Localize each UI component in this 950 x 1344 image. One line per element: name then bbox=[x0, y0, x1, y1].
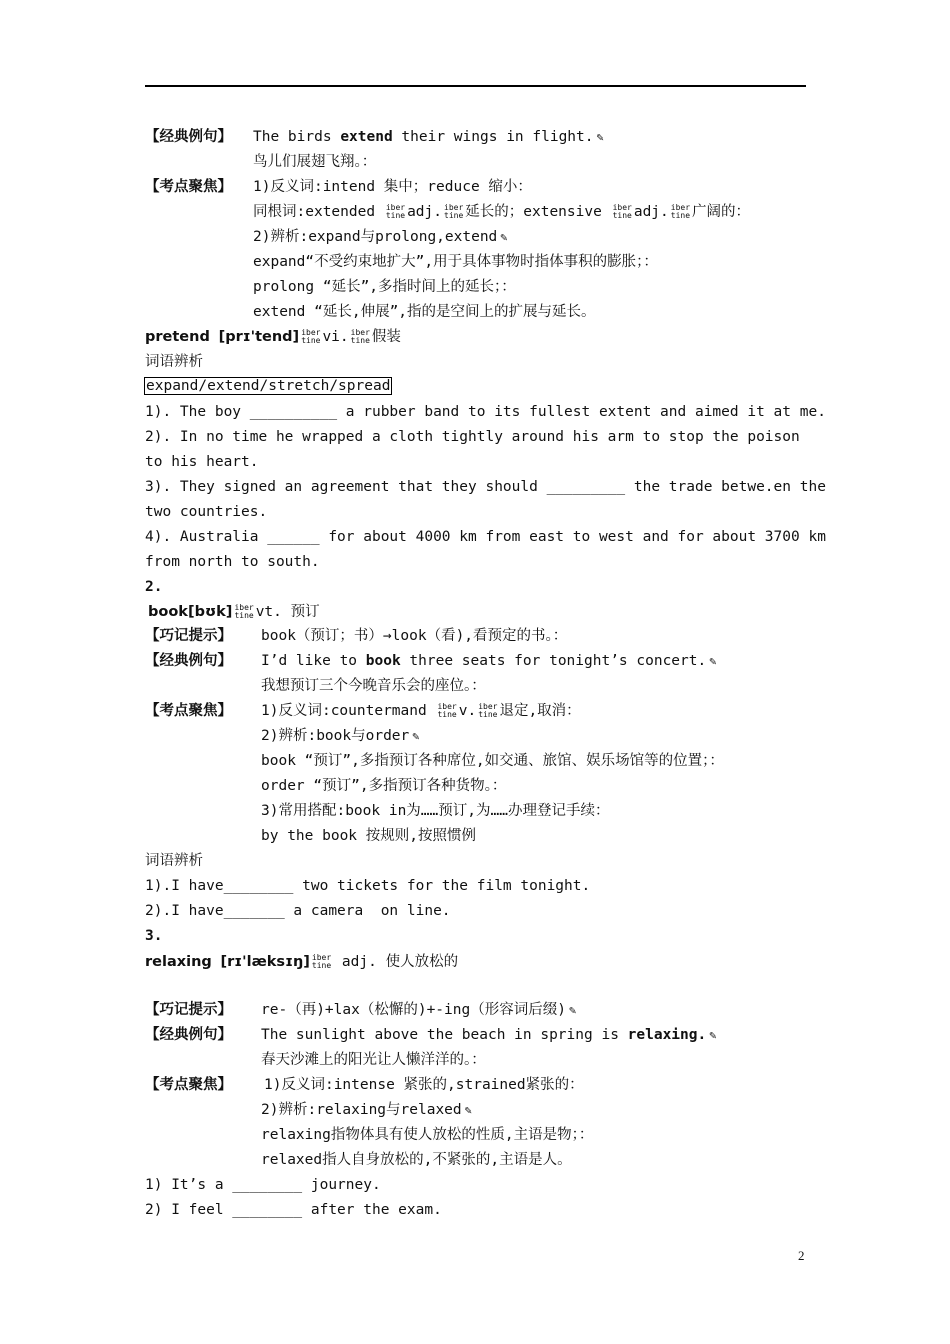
headword-pretend: pretend [prɪ'tend] iber tine vi. iber tine 假装 bbox=[145, 328, 401, 345]
exercise-line: 4). Australia ______ for about 4000 km from east to west and for about 3700 km bbox=[145, 529, 826, 545]
exercise-line: 3). They signed an agreement that they should _________ the trade betwe.en the bbox=[145, 479, 826, 495]
focus-line: relaxed指人自身放松的,不紧张的,主语是人。 bbox=[261, 1152, 572, 1168]
focus-line: extend “延长,伸展”,指的是空间上的扩展与延长。 bbox=[253, 304, 596, 320]
focus-line: 2)辨析:relaxing与relaxed ✎ bbox=[261, 1102, 472, 1118]
link-icon: ✎ bbox=[596, 130, 604, 144]
focus-line: order “预订”,多指预订各种货物。： bbox=[261, 778, 507, 794]
label-example: 【经典例句】 bbox=[145, 129, 232, 145]
exercise-line: 1) It’s a ________ journey. bbox=[145, 1177, 381, 1193]
focus-line: 2)辨析:expand与prolong,extend ✎ bbox=[253, 229, 508, 245]
liberline-mark: iber tine bbox=[444, 203, 464, 220]
exercise-line: from north to south. bbox=[145, 554, 320, 570]
label-focus: 【考点聚焦】 bbox=[145, 703, 232, 719]
label-tip: 【巧记提示】 bbox=[145, 628, 232, 644]
example-sentence: The birds extend their wings in flight. ✎ bbox=[253, 129, 604, 145]
example-translation: 我想预订三个今晚音乐会的座位。： bbox=[261, 678, 486, 694]
vocab-box: expand/extend/stretch/spread bbox=[146, 378, 391, 394]
tip-line: re-（再)+lax（松懈的)+-ing（形容词后缀) ✎ bbox=[261, 1002, 577, 1018]
focus-line: 2)辨析:book与order ✎ bbox=[261, 728, 420, 744]
exercise-line: 1).I have________ two tickets for the film tonight. bbox=[145, 878, 591, 894]
section-number: 3. bbox=[145, 928, 163, 944]
label-focus: 【考点聚焦】 bbox=[145, 179, 232, 195]
exercise-line: 2).I have_______ a camera on line. bbox=[145, 903, 451, 919]
focus-line: 1)反义词:intend 集中；reduce 缩小： bbox=[253, 179, 532, 195]
liberline-mark: iber tine bbox=[612, 203, 632, 220]
link-icon: ✎ bbox=[709, 1028, 717, 1042]
link-icon: ✎ bbox=[709, 654, 717, 668]
focus-line: prolong “延长”,多指时间上的延长；： bbox=[253, 279, 516, 295]
focus-line: by the book 按规则,按照惯例 bbox=[261, 828, 476, 844]
exercise-line: 1). The boy __________ a rubber band to its fullest extent and aimed it at me. bbox=[145, 404, 826, 420]
liberline-mark: iber tine bbox=[350, 328, 370, 345]
liberline-mark: iber tine bbox=[234, 603, 254, 620]
focus-line: expand“不受约束地扩大”,用于具体事物时指体事积的膨胀；： bbox=[253, 254, 658, 270]
link-icon: ✎ bbox=[412, 729, 420, 743]
focus-line: 1)反义词:intense 紧张的,strained紧张的： bbox=[264, 1077, 584, 1093]
example-translation: 春天沙滩上的阳光让人懒洋洋的。： bbox=[261, 1052, 486, 1068]
link-icon: ✎ bbox=[500, 230, 508, 244]
liberline-mark: iber tine bbox=[311, 953, 332, 970]
vocab-heading: 词语辨析 bbox=[145, 853, 203, 869]
label-example: 【经典例句】 bbox=[145, 653, 232, 669]
liberline-mark: iber tine bbox=[385, 203, 406, 220]
section-number: 2. bbox=[145, 579, 163, 595]
headword-relaxing: relaxing [rɪ'læksɪŋ] iber tine adj. 使人放松的 bbox=[145, 953, 459, 970]
exercise-line: 2) I feel ________ after the exam. bbox=[145, 1202, 442, 1218]
header-rule bbox=[145, 85, 806, 87]
link-icon: ✎ bbox=[464, 1103, 472, 1117]
liberline-mark: iber tine bbox=[478, 702, 498, 719]
vocab-heading: 词语辨析 bbox=[145, 354, 203, 370]
example-sentence: I’d like to book three seats for tonight’s concert. ✎ bbox=[261, 653, 717, 669]
exercise-line: two countries. bbox=[145, 504, 268, 520]
example-sentence: The sunlight above the beach in spring is relaxing. ✎ bbox=[261, 1027, 717, 1043]
tip-line: book（预订；书）→look（看),看预定的书。： bbox=[261, 628, 568, 644]
exercise-line: 2). In no time he wrapped a cloth tightly around his arm to stop the poison bbox=[145, 429, 800, 445]
liberline-mark: iber tine bbox=[670, 203, 691, 220]
focus-line: 同根词:extended iber tine adj. iber tine 延长的；extensive iber tine adj. iber tine 广阔的： bbox=[253, 203, 751, 220]
label-focus: 【考点聚焦】 bbox=[145, 1077, 232, 1093]
liberline-mark: iber tine bbox=[301, 328, 321, 345]
page-number: 2 bbox=[798, 1248, 805, 1263]
headword-book: book[bʊk] iber tine vt. 预订 bbox=[148, 603, 320, 620]
liberline-mark: iber tine bbox=[437, 702, 457, 719]
label-tip: 【巧记提示】 bbox=[145, 1002, 232, 1018]
focus-line: 3)常用搭配:book in为……预订,为……办理登记手续： bbox=[261, 803, 610, 819]
label-example: 【经典例句】 bbox=[145, 1027, 232, 1043]
focus-line: relaxing指物体具有使人放松的性质,主语是物；： bbox=[261, 1127, 594, 1143]
exercise-line: to his heart. bbox=[145, 454, 259, 470]
link-icon: ✎ bbox=[568, 1003, 577, 1017]
example-translation: 鸟儿们展翅飞翔。： bbox=[253, 154, 377, 170]
focus-line: 1)反义词:countermand iber tine v. iber tine 退定,取消： bbox=[261, 702, 581, 719]
focus-line: book “预订”,多指预订各种席位,如交通、旅馆、娱乐场馆等的位置；： bbox=[261, 753, 724, 769]
